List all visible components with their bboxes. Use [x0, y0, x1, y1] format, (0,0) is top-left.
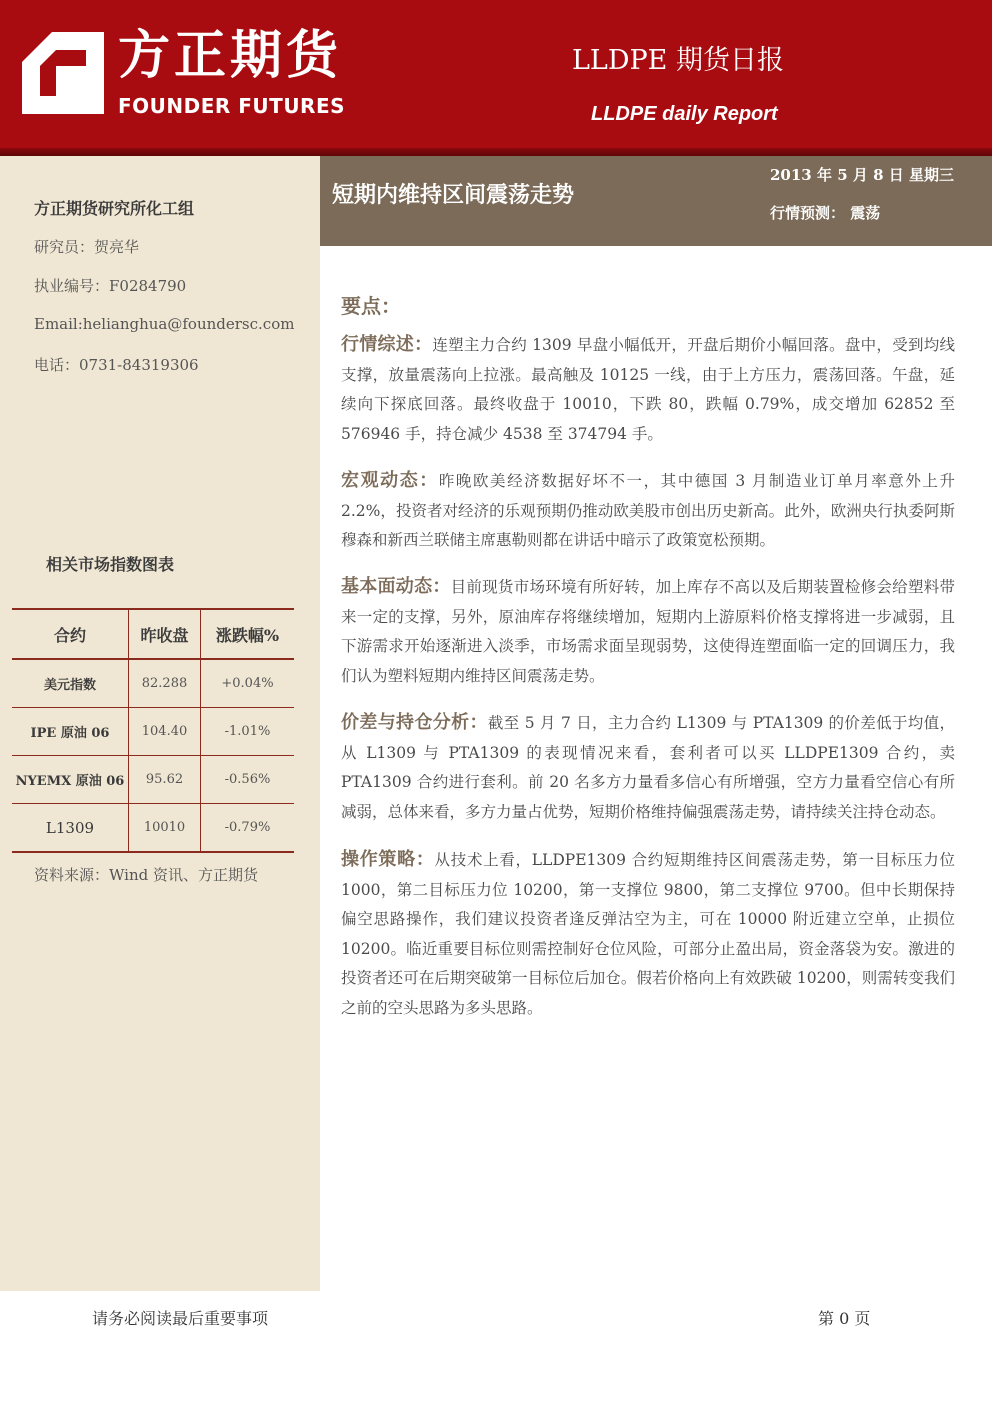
table-row [12, 756, 294, 804]
section-macro [341, 466, 955, 556]
table-header-row [12, 609, 294, 659]
report-title: LLDPE 期货日报 [572, 45, 784, 76]
contract-cell: 美元指数 [12, 659, 129, 708]
section-label: 行情综述： [341, 334, 433, 355]
data-source: 资料来源：Wind 资讯、方正期货 [34, 866, 258, 884]
phone-number: 电话：0731-84319306 [34, 356, 199, 374]
section-text: 昨晚欧美经济数据好坏不一，其中德国 3 月制造业订单月率意外上升 2.2%，投资者对经济的乐观预期仍推动欧美股市创出历史新高。此外，欧洲央行执委阿斯穆森和新西兰联储主席惠勒则都在讲话中暗示了政策宽松预期。 [341, 472, 956, 550]
change-cell: -1.01% [201, 708, 295, 756]
change-cell: +0.04% [201, 659, 295, 708]
column-header: 涨跌幅% [201, 609, 295, 659]
contract-cell: IPE 原油 06 [12, 708, 129, 756]
close-cell: 10010 [129, 804, 201, 853]
table-row [12, 804, 294, 853]
change-cell: -0.79% [201, 804, 295, 853]
column-header: 昨收盘 [129, 609, 201, 659]
close-cell: 82.288 [129, 659, 201, 708]
market-table-title: 相关市场指数图表 [46, 555, 175, 574]
section-label: 基本面动态： [341, 576, 451, 597]
section-fundamentals [341, 572, 955, 691]
brand-name-cn: 方正期货 [118, 26, 343, 86]
table-row [12, 659, 294, 708]
section-text: 截至 5 月 7 日，主力合约 L1309 与 PTA1309 的价差低于均值，从 L1309 与 PTA1309 的表现情况来看，套利者可以买 LLDPE1309 合约，卖 PTA1309 合约进行套利。前 20 名多方力量看多信心有所增强，空方力量看空信心有所减弱，总体来看，多方力量占优势，短期价格维持偏强震荡走势，请持续关注持仓动态。 [341, 714, 955, 821]
section-label: 价差与持仓分析： [341, 712, 488, 733]
market-forecast: 行情预测： 震荡 [770, 204, 881, 222]
change-cell: -0.56% [201, 756, 295, 804]
founder-logo-icon [22, 32, 104, 114]
section-spread-position [341, 708, 955, 827]
close-cell: 104.40 [129, 708, 201, 756]
research-group: 方正期货研究所化工组 [34, 199, 195, 218]
key-points-heading: 要点： [341, 294, 401, 318]
column-header: 合约 [12, 609, 129, 659]
table-row [12, 708, 294, 756]
headline: 短期内维持区间震荡走势 [332, 182, 575, 208]
section-label: 宏观动态： [341, 470, 439, 491]
section-market-review [341, 330, 955, 449]
section-text: 目前现货市场环境有所好转，加上库存不高以及后期装置检修会给塑料带来一定的支撑，另外，原油库存将继续增加，短期内上游原料价格支撑将进一步减弱，且下游需求开始逐渐进入淡季，市场需求面呈现弱势，这使得连塑面临一定的回调压力，我们认为塑料短期内维持区间震荡走势。 [341, 578, 955, 685]
report-date: 2013 年 5 月 8 日 星期三 [770, 166, 954, 184]
section-label: 操作策略： [341, 849, 435, 870]
license-number: 执业编号：F0284790 [34, 277, 187, 295]
section-strategy [341, 845, 955, 1024]
section-text: 从技术上看，LLDPE1309 合约短期维持区间震荡走势，第一目标压力位 1000，第二目标压力位 10200，第一支撑位 9800，第二支撑位 9700。但中长期保持偏空思路操作，我们建议投资者逢反弹沽空为主，可在 10000 附近建立空单，止损位 10200。临近重要目标位则需控制好仓位风险，可部分止盈出局，资金落袋为安。激进的投资者还可在后期突破第一目标位后加仓。假若价格向上有效跌破 10200，则需转变我们之前的空头思路为多头思路。 [341, 851, 955, 1017]
brand-name-en: FOUNDER FUTURES [118, 94, 346, 118]
close-cell: 95.62 [129, 756, 201, 804]
email-address: Email:helianghua@foundersc.com [34, 315, 295, 333]
contract-cell: L1309 [12, 804, 129, 853]
report-subtitle: LLDPE daily Report [591, 103, 778, 125]
page-number: 第 0 页 [818, 1309, 871, 1328]
section-text: 连塑主力合约 1309 早盘小幅低开，开盘后期价小幅回落。盘中，受到均线支撑，放量震荡向上拉涨。最高触及 10125 一线，由于上方压力，震荡回落。午盘，延续向下探底回落。最终收盘于 10010，下跌 80，跌幅 0.79%，成交增加 62852 至 576946 手，持仓减少 4538 至 374794 手。 [341, 336, 956, 443]
disclaimer-note: 请务必阅读最后重要事项 [92, 1309, 269, 1328]
researcher-name: 研究员：贺亮华 [34, 238, 140, 256]
contract-cell: NYEMX 原油 06 [12, 756, 129, 804]
header-divider [0, 148, 992, 156]
market-index-table [12, 608, 294, 853]
